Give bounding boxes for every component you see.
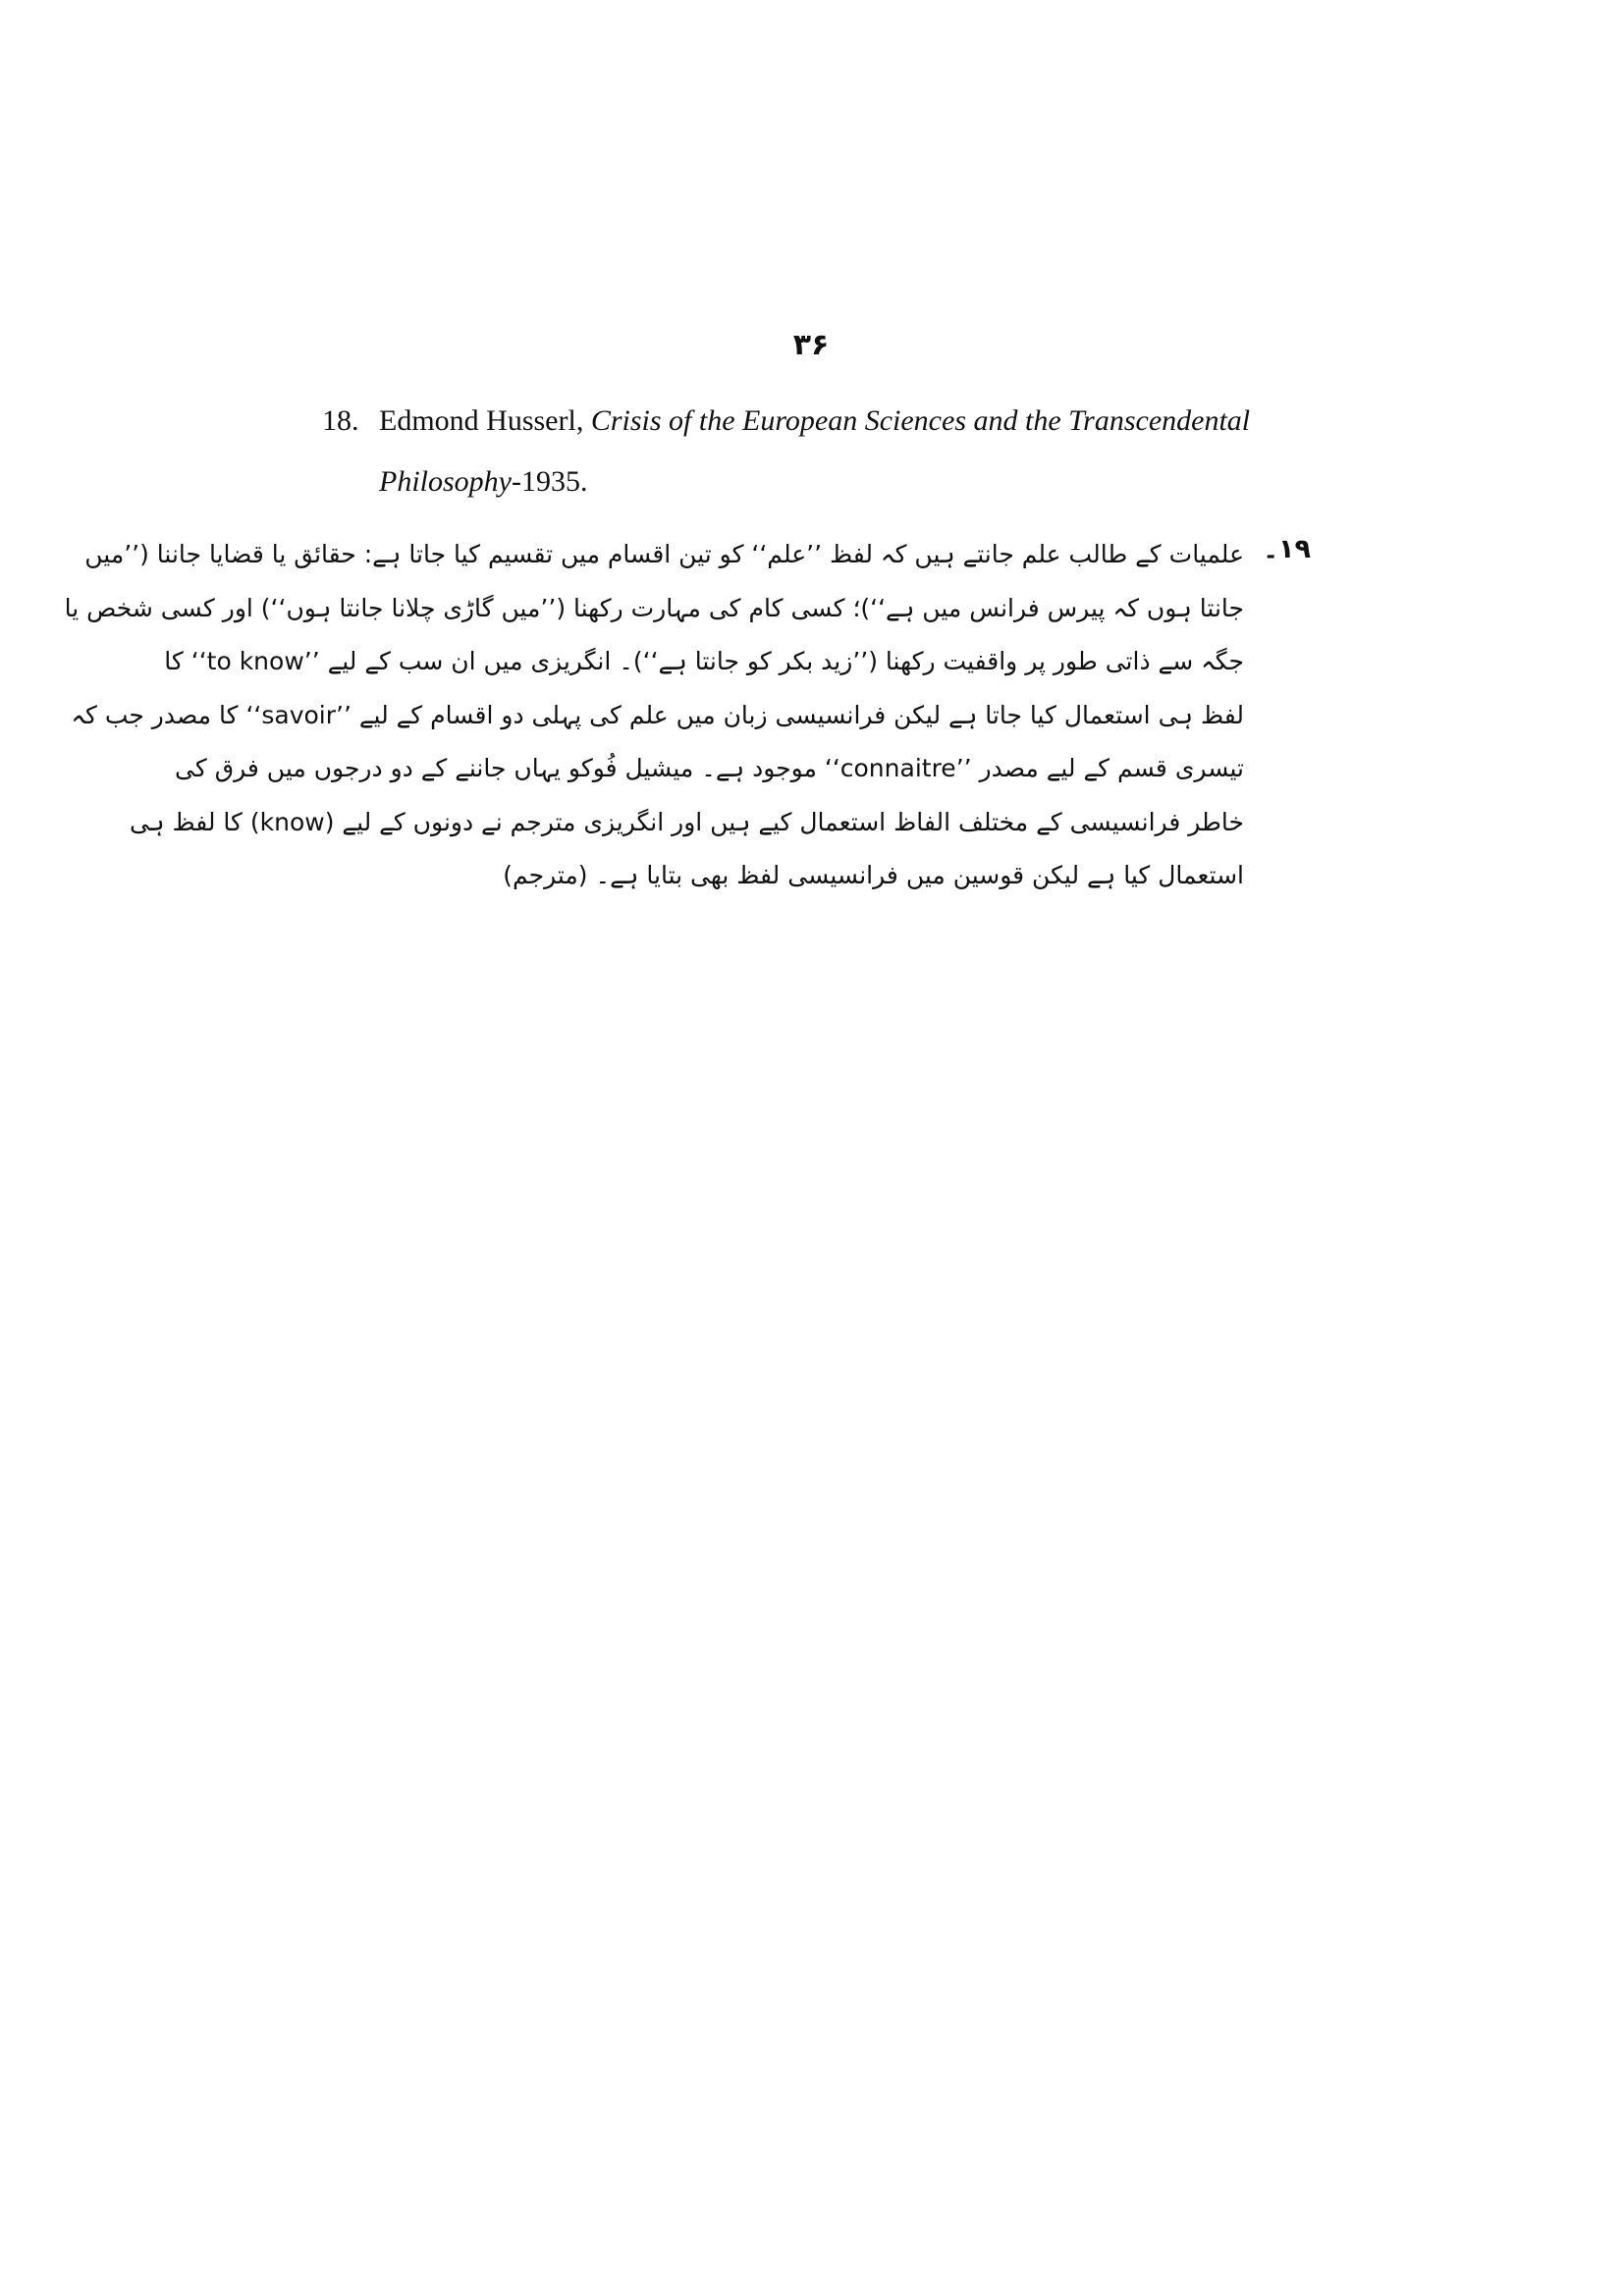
page-number: ۳۶ [792,328,830,362]
footnote-18-title-cont: Philosophy [379,465,512,498]
footnote-19-body [64,528,1244,903]
footnote-18-year: -1935. [512,465,588,498]
footnote-19-line: جگہ سے ذاتی طور پر واقفیت رکھنا (’’زید بکر کو جانتا ہے‘‘)۔ انگریزی میں ان سب کے لیے ’’to know‘‘ کا [164,647,1244,675]
footnote-18-title: Crisis of the European Sciences and the Transcendental [590,404,1251,437]
footnote-18-number: 18. [322,404,359,437]
footnote-18-author: Edmond Husserl, [379,404,584,437]
footnote-19-line: جانتا ہوں کہ پیرس فرانس میں ہے‘‘)؛ کسی کام کی مہارت رکھنا (’’میں گاڑی چلانا جانتا ہوں‘‘) اور کسی شخص یا [64,593,1244,622]
footnote-19-line: خاطر فرانسیسی کے مختلف الفاظ استعمال کیے ہیں اور انگریزی مترجم نے دونوں کے لیے (know) کا لفظ ہی [130,807,1244,836]
footnote-19-line: علمیات کے طالب علم جانتے ہیں کہ لفظ ’’علم‘‘ کو تین اقسام میں تقسیم کیا جاتا ہے: حقائق یا قضایا جاننا (’’میں [84,540,1244,568]
footnote-19-number: ۱۹۔ [1263,534,1311,564]
footnote-19-line: تیسری قسم کے لیے مصدر ’’connaitre‘‘ موجود ہے۔ میشیل فُوکو یہاں جاننے کے دو درجوں میں فرق کی [175,754,1244,782]
footnote-18-line-1 [322,391,1304,452]
footnote-18 [322,391,1304,512]
footnote-19-line: لفظ ہی استعمال کیا جاتا ہے لیکن فرانسیسی زبان میں علم کی پہلی دو اقسام کے لیے ’’savoir‘‘ کا مصدر جب کہ [71,700,1244,729]
footnote-19 [64,528,1311,903]
footnote-18-line-2 [322,452,1304,512]
footnote-19-line: استعمال کیا ہے لیکن قوسین میں فرانسیسی لفظ بھی بتایا ہے۔ (مترجم) [503,861,1244,889]
